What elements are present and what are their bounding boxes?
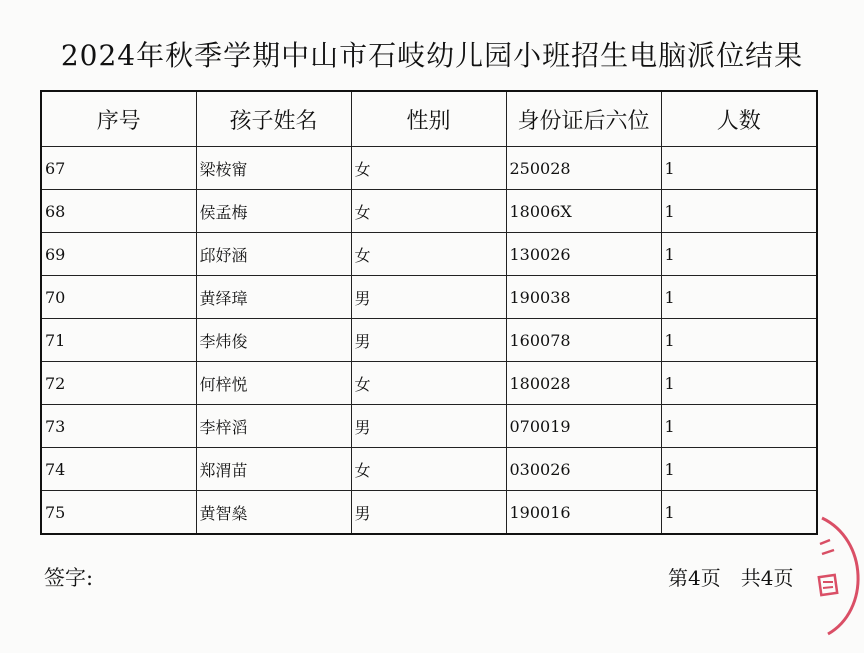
table-row xyxy=(41,276,817,319)
cell-count: 1 xyxy=(661,233,817,276)
header-gender: 性别 xyxy=(351,91,506,147)
cell-child-name: 何梓悦 xyxy=(196,362,351,405)
cell-count: 1 xyxy=(661,405,817,448)
cell-gender: 男 xyxy=(351,405,506,448)
document-title: 2024年秋季学期中山市石岐幼儿园小班招生电脑派位结果 xyxy=(60,39,804,72)
table-row xyxy=(41,491,817,535)
cell-gender: 男 xyxy=(351,276,506,319)
table-row xyxy=(41,362,817,405)
table-row xyxy=(41,405,817,448)
cell-serial-number: 71 xyxy=(41,319,196,362)
header-id-last-six: 身份证后六位 xyxy=(506,91,661,147)
cell-id-last-six: 160078 xyxy=(506,319,661,362)
table-row xyxy=(41,190,817,233)
cell-id-last-six: 18006X xyxy=(506,190,661,233)
cell-serial-number: 67 xyxy=(41,147,196,190)
table-header-row xyxy=(41,91,817,147)
table-row xyxy=(41,233,817,276)
page-number xyxy=(668,562,828,591)
cell-id-last-six: 130026 xyxy=(506,233,661,276)
cell-serial-number: 75 xyxy=(41,491,196,535)
cell-count: 1 xyxy=(661,362,817,405)
header-child-name: 孩子姓名 xyxy=(196,91,351,147)
cell-count: 1 xyxy=(661,190,817,233)
cell-id-last-six: 030026 xyxy=(506,448,661,491)
cell-gender: 女 xyxy=(351,190,506,233)
cell-child-name: 邱妤涵 xyxy=(196,233,351,276)
cell-serial-number: 74 xyxy=(41,448,196,491)
cell-gender: 男 xyxy=(351,319,506,362)
page-current: 第4页 xyxy=(668,566,721,590)
table-row xyxy=(41,147,817,190)
cell-count: 1 xyxy=(661,448,817,491)
cell-gender: 女 xyxy=(351,147,506,190)
cell-gender: 男 xyxy=(351,491,506,535)
cell-child-name: 李梓滔 xyxy=(196,405,351,448)
cell-count: 1 xyxy=(661,276,817,319)
cell-id-last-six: 180028 xyxy=(506,362,661,405)
cell-gender: 女 xyxy=(351,362,506,405)
cell-child-name: 郑渭苗 xyxy=(196,448,351,491)
cell-child-name: 李炜俊 xyxy=(196,319,351,362)
cell-child-name: 侯孟梅 xyxy=(196,190,351,233)
table-row xyxy=(41,448,817,491)
page-total: 共4页 xyxy=(740,566,794,590)
cell-child-name: 黄智燊 xyxy=(196,491,351,535)
cell-serial-number: 68 xyxy=(41,190,196,233)
cell-count: 1 xyxy=(661,147,817,190)
cell-child-name: 梁桉甯 xyxy=(196,147,351,190)
cell-id-last-six: 070019 xyxy=(506,405,661,448)
cell-gender: 女 xyxy=(351,233,506,276)
cell-count: 1 xyxy=(661,319,817,362)
cell-serial-number: 73 xyxy=(41,405,196,448)
header-serial-number: 序号 xyxy=(41,91,196,147)
enrollment-table xyxy=(40,90,818,535)
signature-label: 签字: xyxy=(44,566,94,590)
cell-id-last-six: 190038 xyxy=(506,276,661,319)
cell-child-name: 黄绎璋 xyxy=(196,276,351,319)
cell-serial-number: 70 xyxy=(41,276,196,319)
cell-gender: 女 xyxy=(351,448,506,491)
header-count: 人数 xyxy=(661,91,817,147)
cell-serial-number: 69 xyxy=(41,233,196,276)
cell-count: 1 xyxy=(661,491,817,535)
cell-id-last-six: 190016 xyxy=(506,491,661,535)
cell-serial-number: 72 xyxy=(41,362,196,405)
cell-id-last-six: 250028 xyxy=(506,147,661,190)
table-row xyxy=(41,319,817,362)
official-seal-stamp xyxy=(808,510,864,640)
